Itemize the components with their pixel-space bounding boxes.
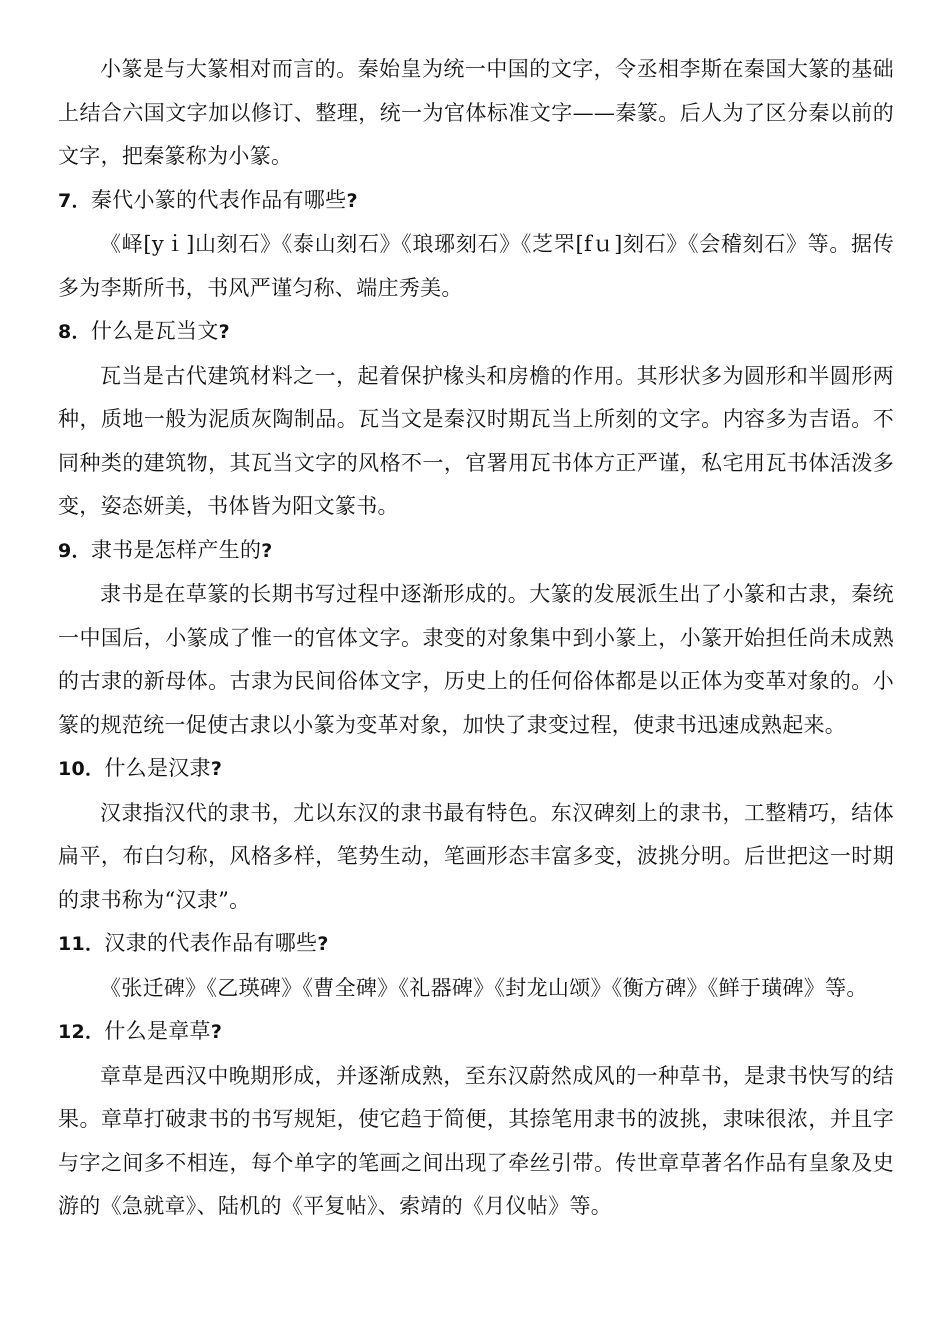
question-number: 11	[58, 933, 86, 955]
question-mark: ?	[218, 321, 230, 343]
question-9: 9．隶书是怎样产生的?	[58, 537, 273, 562]
question-12: 12．什么是章草?	[58, 1019, 223, 1043]
question-8: 8．什么是瓦当文?	[58, 319, 230, 343]
answer-7: 《峄[yｉ]山刻石》《泰山刻石》《琅琊刻石》《芝罘[fｕ]刻石》《会稽刻石》等。据传多为李斯所书，书风严谨匀称、端庄秀美。	[58, 232, 894, 300]
document-page	[58, 48, 894, 1229]
question-10: 10．什么是汉隶?	[58, 756, 223, 780]
question-mark: ?	[261, 539, 273, 562]
question-number: 8	[58, 321, 72, 343]
question-11: 11．汉隶的代表作品有哪些?	[58, 931, 329, 955]
answer-9: 隶书是在草篆的长期书写过程中逐渐形成的。大篆的发展派生出了小篆和古隶，秦统一中国后，小篆成了惟一的官体文字。隶变的对象集中到小篆上，小篆开始担任尚未成熟的古隶的新母体。古隶为民间俗体文字，历史上的任何俗体都是以正体为变革对象的。小篆的规范统一促使古隶以小篆为变革对象，加快了隶变过程，使隶书迅速成熟起来。	[58, 582, 894, 737]
answer-12: 章草是西汉中晚期形成，并逐渐成熟，至东汉蔚然成风的一种草书，是隶书快写的结果。章草打破隶书的书写规矩，使它趋于简便，其捺笔用隶书的波挑，隶味很浓，并且字与字之间多不相连，每个单字的笔画之间出现了牵丝引带。传世章草著名作品有皇象及史游的《急就章》、陆机的《平复帖》、索靖的《月仪帖》等。	[58, 1063, 894, 1218]
intro-paragraph: 小篆是与大篆相对而言的。秦始皇为统一中国的文字，令丞相李斯在秦国大篆的基础上结合六国文字加以修订、整理，统一为官体标准文字——秦篆。后人为了区分秦以前的文字，把秦篆称为小篆。	[58, 57, 894, 168]
question-text: 什么是瓦当文	[90, 319, 219, 343]
question-text: 隶书是怎样产生的	[90, 537, 262, 562]
answer-8: 瓦当是古代建筑材料之一，起着保护椽头和房檐的作用。其形状多为圆形和半圆形两种，质地一般为泥质灰陶制品。瓦当文是秦汉时期瓦当上所刻的文字。内容多为吉语。不同种类的建筑物，其瓦当文字的风格不一，官署用瓦书体方正严谨，私宅用瓦书体活泼多变，姿态妍美，书体皆为阳文篆书。	[58, 363, 894, 518]
answer-11: 《张迁碑》《乙瑛碑》《曹全碑》《礼器碑》《封龙山颂》《衡方碑》《鲜于璜碑》等。	[100, 975, 868, 1000]
question-mark: ?	[317, 933, 329, 955]
question-7: 7．秦代小篆的代表作品有哪些?	[58, 187, 358, 212]
question-text: 汉隶的代表作品有哪些	[104, 931, 318, 955]
question-number: 9	[58, 539, 72, 562]
question-mark: ?	[210, 758, 223, 780]
question-mark: ?	[346, 189, 358, 212]
question-number: 12	[58, 1021, 86, 1043]
question-text: 秦代小篆的代表作品有哪些	[90, 187, 347, 212]
question-number: 10	[58, 758, 86, 780]
question-number: 7	[58, 189, 72, 212]
question-text: 什么是章草	[104, 1019, 211, 1043]
answer-10: 汉隶指汉代的隶书，尤以东汉的隶书最有特色。东汉碑刻上的隶书，工整精巧，结体扁平，布白匀称，风格多样，笔势生动，笔画形态丰富多变，波挑分明。后世把这一时期的隶书称为“汉隶”。	[58, 800, 894, 912]
question-text: 什么是汉隶	[104, 756, 211, 780]
question-mark: ?	[210, 1021, 223, 1043]
